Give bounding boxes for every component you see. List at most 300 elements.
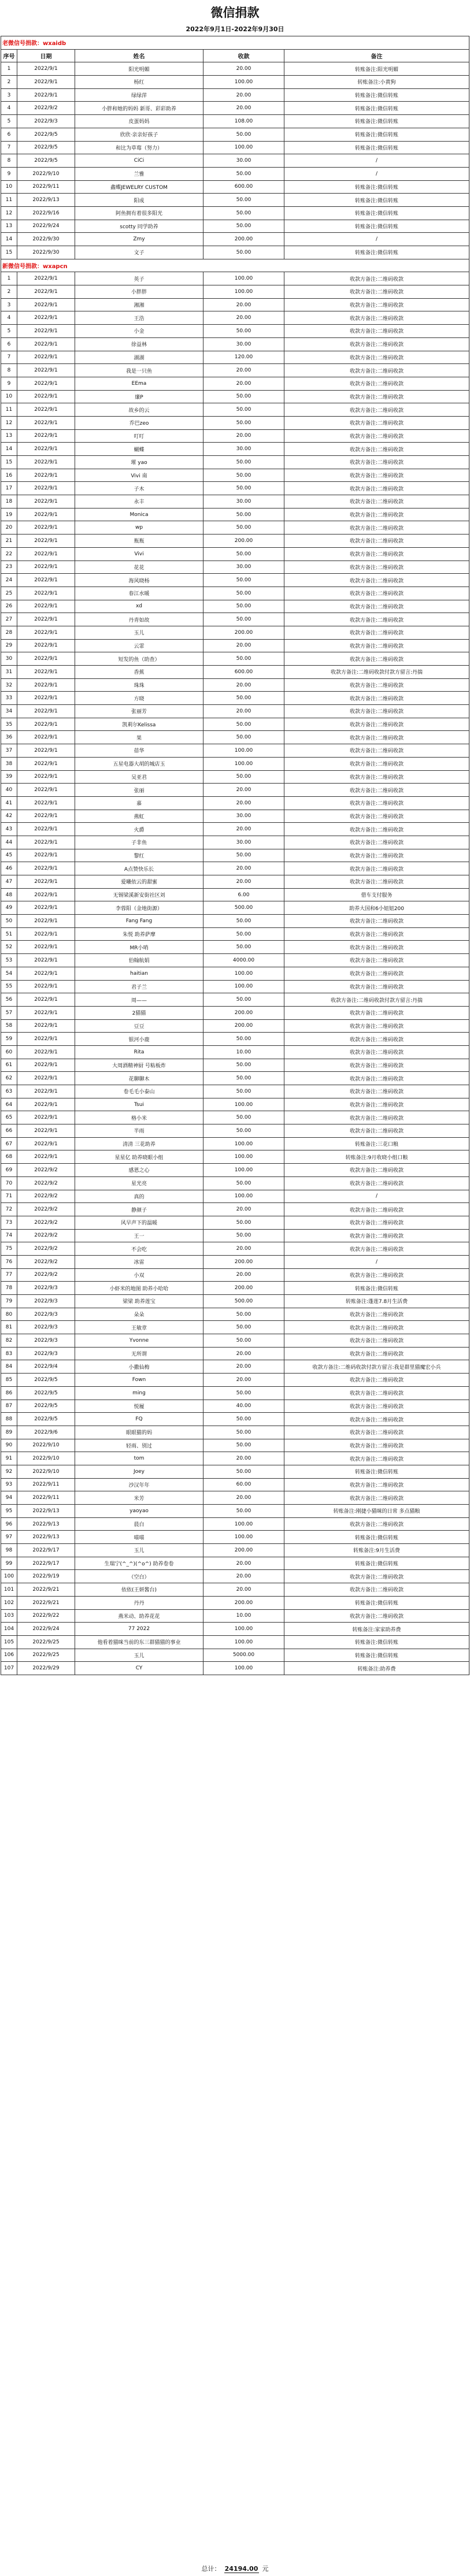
cell-date: 2022/9/1 xyxy=(17,757,75,770)
cell-name: 清清 三花助养 xyxy=(75,1137,203,1150)
cell-date: 2022/9/1 xyxy=(17,482,75,495)
table-row xyxy=(1,298,469,311)
cell-index: 90 xyxy=(1,1439,17,1452)
cell-name: 玉儿 xyxy=(75,626,203,639)
cell-index: 93 xyxy=(1,1478,17,1491)
cell-name: 张丽芳 xyxy=(75,705,203,718)
column-header: 备注 xyxy=(284,49,469,62)
cell-name: Vivi xyxy=(75,547,203,561)
cell-note: 收款方备注:二维码收款 xyxy=(284,456,469,469)
cell-amount: 50.00 xyxy=(203,1505,284,1518)
cell-amount: 200.00 xyxy=(203,534,284,548)
table-row xyxy=(1,1557,469,1570)
cell-name: 五星电器大胡的城店玉 xyxy=(75,757,203,770)
cell-amount: 50.00 xyxy=(203,521,284,534)
cell-date: 2022/9/1 xyxy=(17,666,75,679)
table-row xyxy=(1,915,469,928)
table-row xyxy=(1,639,469,652)
cell-name: 蓓华 xyxy=(75,744,203,758)
cell-date: 2022/9/1 xyxy=(17,731,75,744)
cell-name: 王一 xyxy=(75,1229,203,1242)
cell-index: 91 xyxy=(1,1452,17,1465)
cell-name: 静颜子 xyxy=(75,1203,203,1216)
cell-note: 收款方备注:二维码收款 xyxy=(284,613,469,626)
cell-amount: 200.00 xyxy=(203,1544,284,1557)
cell-date: 2022/9/1 xyxy=(17,325,75,338)
cell-index: 78 xyxy=(1,1282,17,1295)
cell-note: 收款方备注:二维码收款 xyxy=(284,1059,469,1072)
cell-name: 依依(王妍酱台) xyxy=(75,1583,203,1597)
cell-note: 收款方备注:二维码收款 xyxy=(284,954,469,967)
cell-date: 2022/9/17 xyxy=(17,1557,75,1570)
table-row xyxy=(1,888,469,901)
table-row xyxy=(1,1374,469,1387)
cell-date: 2022/9/1 xyxy=(17,456,75,469)
cell-note: 收款方备注:二维码收款 xyxy=(284,862,469,875)
cell-index: 2 xyxy=(1,285,17,299)
cell-name: 皮蛋妈妈 xyxy=(75,115,203,128)
cell-amount: 50.00 xyxy=(203,206,284,220)
cell-note: 收款方备注:二维码收款 xyxy=(284,1111,469,1124)
table-row xyxy=(1,1347,469,1360)
cell-note: 收款方备注:二维码收款 xyxy=(284,1308,469,1321)
cell-amount: 20.00 xyxy=(203,377,284,390)
table-row xyxy=(1,823,469,836)
cell-index: 66 xyxy=(1,1124,17,1138)
cell-index: 13 xyxy=(1,429,17,443)
cell-date: 2022/9/2 xyxy=(17,1242,75,1256)
cell-index: 74 xyxy=(1,1229,17,1242)
cell-amount: 20.00 xyxy=(203,784,284,797)
cell-amount: 50.00 xyxy=(203,692,284,705)
table-row xyxy=(1,495,469,508)
cell-amount: 50.00 xyxy=(203,325,284,338)
cell-date: 2022/9/2 xyxy=(17,1176,75,1190)
cell-index: 101 xyxy=(1,1583,17,1597)
cell-index: 95 xyxy=(1,1505,17,1518)
cell-note: 收款方备注:二维码收款 xyxy=(284,351,469,364)
table-row xyxy=(1,784,469,797)
cell-date: 2022/9/1 xyxy=(17,1006,75,1019)
cell-note: 收款方备注:二维码收款 xyxy=(284,757,469,770)
cell-note: 收款方备注:二维码收款 xyxy=(284,561,469,574)
cell-index: 50 xyxy=(1,915,17,928)
cell-name: 玉儿 xyxy=(75,1649,203,1662)
cell-date: 2022/9/11 xyxy=(17,180,75,194)
table-row xyxy=(1,875,469,889)
cell-name: 永丰 xyxy=(75,495,203,508)
cell-index: 8 xyxy=(1,154,17,168)
section-label: 新微信号捐款：wxapcn xyxy=(1,259,469,272)
cell-name: 火爵 xyxy=(75,823,203,836)
cell-note: 收款方备注:二维码收款 xyxy=(284,1164,469,1177)
table-row xyxy=(1,967,469,980)
cell-index: 12 xyxy=(1,206,17,220)
cell-name: MR小哨 xyxy=(75,941,203,954)
cell-name: 感恩之心 xyxy=(75,1164,203,1177)
cell-name: Fown xyxy=(75,1374,203,1387)
cell-date: 2022/9/1 xyxy=(17,587,75,600)
cell-index: 35 xyxy=(1,718,17,731)
cell-name: 不会吃 xyxy=(75,1242,203,1256)
cell-index: 49 xyxy=(1,901,17,915)
cell-note: 转账备注:微信转账 xyxy=(284,1635,469,1649)
cell-index: 15 xyxy=(1,246,17,259)
table-row xyxy=(1,429,469,443)
cell-amount: 50.00 xyxy=(203,167,284,180)
cell-date: 2022/9/1 xyxy=(17,311,75,325)
table-row xyxy=(1,1137,469,1150)
table-row xyxy=(1,1098,469,1111)
table-row xyxy=(1,1544,469,1557)
table-row xyxy=(1,416,469,429)
table-row xyxy=(1,1176,469,1190)
table-row xyxy=(1,718,469,731)
cell-index: 75 xyxy=(1,1242,17,1256)
cell-note: 收款方备注:二维码收款 xyxy=(284,416,469,429)
cell-index: 41 xyxy=(1,796,17,810)
cell-index: 70 xyxy=(1,1176,17,1190)
donation-table-body xyxy=(1,36,469,1675)
cell-date: 2022/9/24 xyxy=(17,220,75,233)
cell-amount: 50.00 xyxy=(203,574,284,587)
cell-index: 72 xyxy=(1,1203,17,1216)
cell-amount: 50.00 xyxy=(203,128,284,141)
cell-note: 转账备注:微信转账 xyxy=(284,1465,469,1478)
cell-index: 4 xyxy=(1,311,17,325)
cell-name: 风早声下的温暖 xyxy=(75,1216,203,1229)
cell-note: 转账备注:三花口粮 xyxy=(284,1137,469,1150)
cell-name: 小撒仙梅 xyxy=(75,1360,203,1374)
cell-amount: 50.00 xyxy=(203,1072,284,1085)
cell-note: 转账备注:蓬莲7.8月生活费 xyxy=(284,1295,469,1308)
cell-name: 李蓉阳（金地街源） xyxy=(75,901,203,915)
cell-note: 收款方备注:二维码收款 xyxy=(284,626,469,639)
cell-date: 2022/9/1 xyxy=(17,875,75,889)
table-row xyxy=(1,115,469,128)
cell-amount: 50.00 xyxy=(203,469,284,482)
cell-date: 2022/9/1 xyxy=(17,652,75,666)
table-row xyxy=(1,325,469,338)
cell-date: 2022/9/1 xyxy=(17,692,75,705)
cell-index: 45 xyxy=(1,849,17,862)
cell-name: 阿鱼拥有着很多阳光 xyxy=(75,206,203,220)
cell-amount: 20.00 xyxy=(203,88,284,102)
cell-name: 文子 xyxy=(75,246,203,259)
table-row xyxy=(1,1452,469,1465)
cell-amount: 50.00 xyxy=(203,220,284,233)
cell-date: 2022/9/3 xyxy=(17,1282,75,1295)
cell-name: 沙汉年年 xyxy=(75,1478,203,1491)
table-row xyxy=(1,954,469,967)
table-row xyxy=(1,128,469,141)
cell-note: 收款方备注:二维码收款 xyxy=(284,325,469,338)
column-header: 日期 xyxy=(17,49,75,62)
table-row xyxy=(1,285,469,299)
cell-note: 收款方备注:二维码收款 xyxy=(284,337,469,351)
cell-name: 小胖和她的妈妈 新哥、彩彩助养 xyxy=(75,102,203,115)
cell-amount: 20.00 xyxy=(203,364,284,377)
cell-note: 转账备注:小黄狗 xyxy=(284,76,469,89)
cell-date: 2022/9/1 xyxy=(17,377,75,390)
cell-amount: 50.00 xyxy=(203,1426,284,1439)
cell-index: 8 xyxy=(1,364,17,377)
cell-date: 2022/9/1 xyxy=(17,508,75,521)
cell-date: 2022/9/1 xyxy=(17,416,75,429)
cell-note: 收款方备注:二维码收款 xyxy=(284,1072,469,1085)
cell-amount: 100.00 xyxy=(203,1137,284,1150)
cell-amount: 20.00 xyxy=(203,1557,284,1570)
cell-amount: 20.00 xyxy=(203,1452,284,1465)
total-line xyxy=(0,2564,470,2573)
cell-amount: 30.00 xyxy=(203,495,284,508)
cell-name: 吴亚君 xyxy=(75,770,203,784)
table-row xyxy=(1,980,469,993)
table-row xyxy=(1,88,469,102)
cell-index: 7 xyxy=(1,351,17,364)
cell-date: 2022/9/19 xyxy=(17,1570,75,1583)
cell-note: 收款方备注:二维码收款 xyxy=(284,495,469,508)
cell-name: 绿绿萍 xyxy=(75,88,203,102)
cell-index: 11 xyxy=(1,194,17,207)
cell-index: 10 xyxy=(1,180,17,194)
cell-amount: 20.00 xyxy=(203,311,284,325)
cell-index: 47 xyxy=(1,875,17,889)
table-row xyxy=(1,1465,469,1478)
cell-date: 2022/9/5 xyxy=(17,1400,75,1413)
cell-note: / xyxy=(284,1190,469,1203)
table-row xyxy=(1,482,469,495)
cell-date: 2022/9/1 xyxy=(17,849,75,862)
cell-date: 2022/9/1 xyxy=(17,901,75,915)
table-row xyxy=(1,862,469,875)
cell-name: 朵朵 xyxy=(75,1308,203,1321)
cell-amount: 50.00 xyxy=(203,1229,284,1242)
cell-amount: 50.00 xyxy=(203,508,284,521)
cell-note: 收款方备注:二维码收款 xyxy=(284,692,469,705)
cell-date: 2022/9/6 xyxy=(17,1426,75,1439)
cell-amount: 20.00 xyxy=(203,875,284,889)
cell-note: 转账备注:微信转账 xyxy=(284,194,469,207)
cell-name: 小胖胖 xyxy=(75,285,203,299)
cell-date: 2022/9/1 xyxy=(17,337,75,351)
cell-name: CiCi xyxy=(75,154,203,168)
cell-amount: 50.00 xyxy=(203,718,284,731)
cell-note: 转账备注:家家助养费 xyxy=(284,1623,469,1636)
cell-note: 收款方备注:二维码收款 xyxy=(284,1478,469,1491)
column-header: 姓名 xyxy=(75,49,203,62)
table-row xyxy=(1,941,469,954)
cell-index: 107 xyxy=(1,1662,17,1675)
cell-index: 83 xyxy=(1,1347,17,1360)
table-row xyxy=(1,1360,469,1374)
cell-date: 2022/9/2 xyxy=(17,1190,75,1203)
cell-name: 冰雷 xyxy=(75,1255,203,1268)
cell-note: / xyxy=(284,167,469,180)
cell-index: 105 xyxy=(1,1635,17,1649)
table-row xyxy=(1,1635,469,1649)
cell-index: 3 xyxy=(1,88,17,102)
cell-amount: 600.00 xyxy=(203,180,284,194)
cell-amount: 600.00 xyxy=(203,666,284,679)
table-row xyxy=(1,574,469,587)
cell-name: 伯翰航娟 xyxy=(75,954,203,967)
cell-note: 收款方备注:二维码收款 xyxy=(284,311,469,325)
cell-amount: 20.00 xyxy=(203,62,284,76)
cell-index: 69 xyxy=(1,1164,17,1177)
cell-date: 2022/9/1 xyxy=(17,1111,75,1124)
cell-date: 2022/9/1 xyxy=(17,76,75,89)
cell-index: 16 xyxy=(1,469,17,482)
cell-name: 小双 xyxy=(75,1268,203,1282)
cell-index: 30 xyxy=(1,652,17,666)
cell-date: 2022/9/11 xyxy=(17,1491,75,1505)
cell-note: 收款方备注:二维码收款 xyxy=(284,1347,469,1360)
cell-note: 收款方备注:二维码收款付款方留言:丹揣 xyxy=(284,993,469,1007)
cell-index: 53 xyxy=(1,954,17,967)
cell-date: 2022/9/1 xyxy=(17,1059,75,1072)
table-row xyxy=(1,692,469,705)
cell-note: 收款方备注:二维码收款 xyxy=(284,390,469,403)
cell-amount: 50.00 xyxy=(203,246,284,259)
cell-name: 花聊聊木 xyxy=(75,1072,203,1085)
cell-amount: 200.00 xyxy=(203,1255,284,1268)
table-row xyxy=(1,1124,469,1138)
cell-amount: 108.00 xyxy=(203,115,284,128)
cell-name: 半雨 xyxy=(75,1124,203,1138)
cell-name: 方晓 xyxy=(75,692,203,705)
table-row xyxy=(1,443,469,456)
cell-amount: 100.00 xyxy=(203,1635,284,1649)
column-header: 序号 xyxy=(1,49,17,62)
cell-index: 46 xyxy=(1,862,17,875)
cell-name: 故乡的云 xyxy=(75,403,203,417)
cell-amount: 200.00 xyxy=(203,233,284,246)
cell-note: 转账备注:微信转账 xyxy=(284,1649,469,1662)
table-row xyxy=(1,1229,469,1242)
table-row xyxy=(1,1059,469,1072)
cell-index: 55 xyxy=(1,980,17,993)
cell-name: Tsui xyxy=(75,1098,203,1111)
cell-note: 收款方备注:二维码收款 xyxy=(284,810,469,823)
cell-index: 59 xyxy=(1,1033,17,1046)
cell-amount: 50.00 xyxy=(203,1439,284,1452)
cell-note: 收款方备注:二维码收款 xyxy=(284,652,469,666)
cell-amount: 50.00 xyxy=(203,482,284,495)
cell-amount: 20.00 xyxy=(203,1360,284,1374)
page-subtitle: 2022年9月1日-2022年9月30日 xyxy=(186,25,284,33)
cell-name: 徐益林 xyxy=(75,337,203,351)
cell-name: 朱悦 助养萨摩 xyxy=(75,927,203,941)
table-row xyxy=(1,1072,469,1085)
cell-amount: 100.00 xyxy=(203,757,284,770)
cell-amount: 50.00 xyxy=(203,194,284,207)
table-row xyxy=(1,796,469,810)
column-header: 收款 xyxy=(203,49,284,62)
cell-index: 37 xyxy=(1,744,17,758)
cell-amount: 20.00 xyxy=(203,1491,284,1505)
cell-note: 转账备注:微信转账 xyxy=(284,206,469,220)
cell-date: 2022/9/1 xyxy=(17,298,75,311)
cell-amount: 20.00 xyxy=(203,705,284,718)
cell-index: 14 xyxy=(1,443,17,456)
cell-note: / xyxy=(284,233,469,246)
cell-note: 收款方备注:二维码收款 xyxy=(284,1609,469,1623)
cell-note: 收款方备注:二维码收款 xyxy=(284,1242,469,1256)
cell-note: 收款方备注:二维码收款 xyxy=(284,1045,469,1059)
cell-date: 2022/9/1 xyxy=(17,521,75,534)
table-row xyxy=(1,626,469,639)
cell-amount: 20.00 xyxy=(203,1374,284,1387)
table-row xyxy=(1,167,469,180)
cell-amount: 100.00 xyxy=(203,141,284,154)
cell-note: 收款方备注:二维码收款 xyxy=(284,429,469,443)
cell-index: 57 xyxy=(1,1006,17,1019)
cell-index: 13 xyxy=(1,220,17,233)
cell-date: 2022/9/1 xyxy=(17,836,75,849)
cell-name: 银河小鹿 xyxy=(75,1033,203,1046)
cell-index: 65 xyxy=(1,1111,17,1124)
cell-date: 2022/9/2 xyxy=(17,1268,75,1282)
cell-date: 2022/9/24 xyxy=(17,1623,75,1636)
cell-date: 2022/9/2 xyxy=(17,1164,75,1177)
cell-amount: 100.00 xyxy=(203,967,284,980)
cell-index: 14 xyxy=(1,233,17,246)
cell-index: 67 xyxy=(1,1137,17,1150)
cell-name: 77 2022 xyxy=(75,1623,203,1636)
table-row xyxy=(1,220,469,233)
cell-note: 收款方备注:二维码收款 xyxy=(284,1374,469,1387)
table-row xyxy=(1,1531,469,1544)
cell-date: 2022/9/1 xyxy=(17,1098,75,1111)
cell-name: 杨红 xyxy=(75,76,203,89)
cell-date: 2022/9/1 xyxy=(17,967,75,980)
cell-name: 香蕉 xyxy=(75,666,203,679)
table-row xyxy=(1,102,469,115)
cell-amount: 50.00 xyxy=(203,1216,284,1229)
table-row xyxy=(1,1045,469,1059)
cell-note: 收款方备注:二维码收款 xyxy=(284,849,469,862)
table-row xyxy=(1,547,469,561)
cell-name: 王浩 xyxy=(75,311,203,325)
cell-note: 收款方备注:二维码收款 xyxy=(284,1176,469,1190)
table-row xyxy=(1,731,469,744)
cell-name: haitian xyxy=(75,967,203,980)
cell-index: 31 xyxy=(1,666,17,679)
cell-name: 瓶瓶 xyxy=(75,534,203,548)
cell-index: 34 xyxy=(1,705,17,718)
cell-amount: 50.00 xyxy=(203,613,284,626)
cell-note: 收款方备注:二维码收款 xyxy=(284,980,469,993)
cell-amount: 10.00 xyxy=(203,1045,284,1059)
cell-amount: 50.00 xyxy=(203,1386,284,1400)
cell-date: 2022/9/10 xyxy=(17,1465,75,1478)
cell-date: 2022/9/1 xyxy=(17,796,75,810)
cell-note: 收款方备注:二维码收款 xyxy=(284,639,469,652)
cell-name: 珠珠 xyxy=(75,678,203,692)
cell-date: 2022/9/1 xyxy=(17,954,75,967)
cell-date: 2022/9/1 xyxy=(17,718,75,731)
cell-index: 96 xyxy=(1,1517,17,1531)
cell-name: ming xyxy=(75,1386,203,1400)
cell-name: 欣欣·亲亲好孩子 xyxy=(75,128,203,141)
cell-date: 2022/9/1 xyxy=(17,784,75,797)
cell-date: 2022/9/1 xyxy=(17,429,75,443)
cell-date: 2022/9/5 xyxy=(17,154,75,168)
cell-amount: 200.00 xyxy=(203,626,284,639)
cell-amount: 50.00 xyxy=(203,600,284,613)
table-row xyxy=(1,652,469,666)
